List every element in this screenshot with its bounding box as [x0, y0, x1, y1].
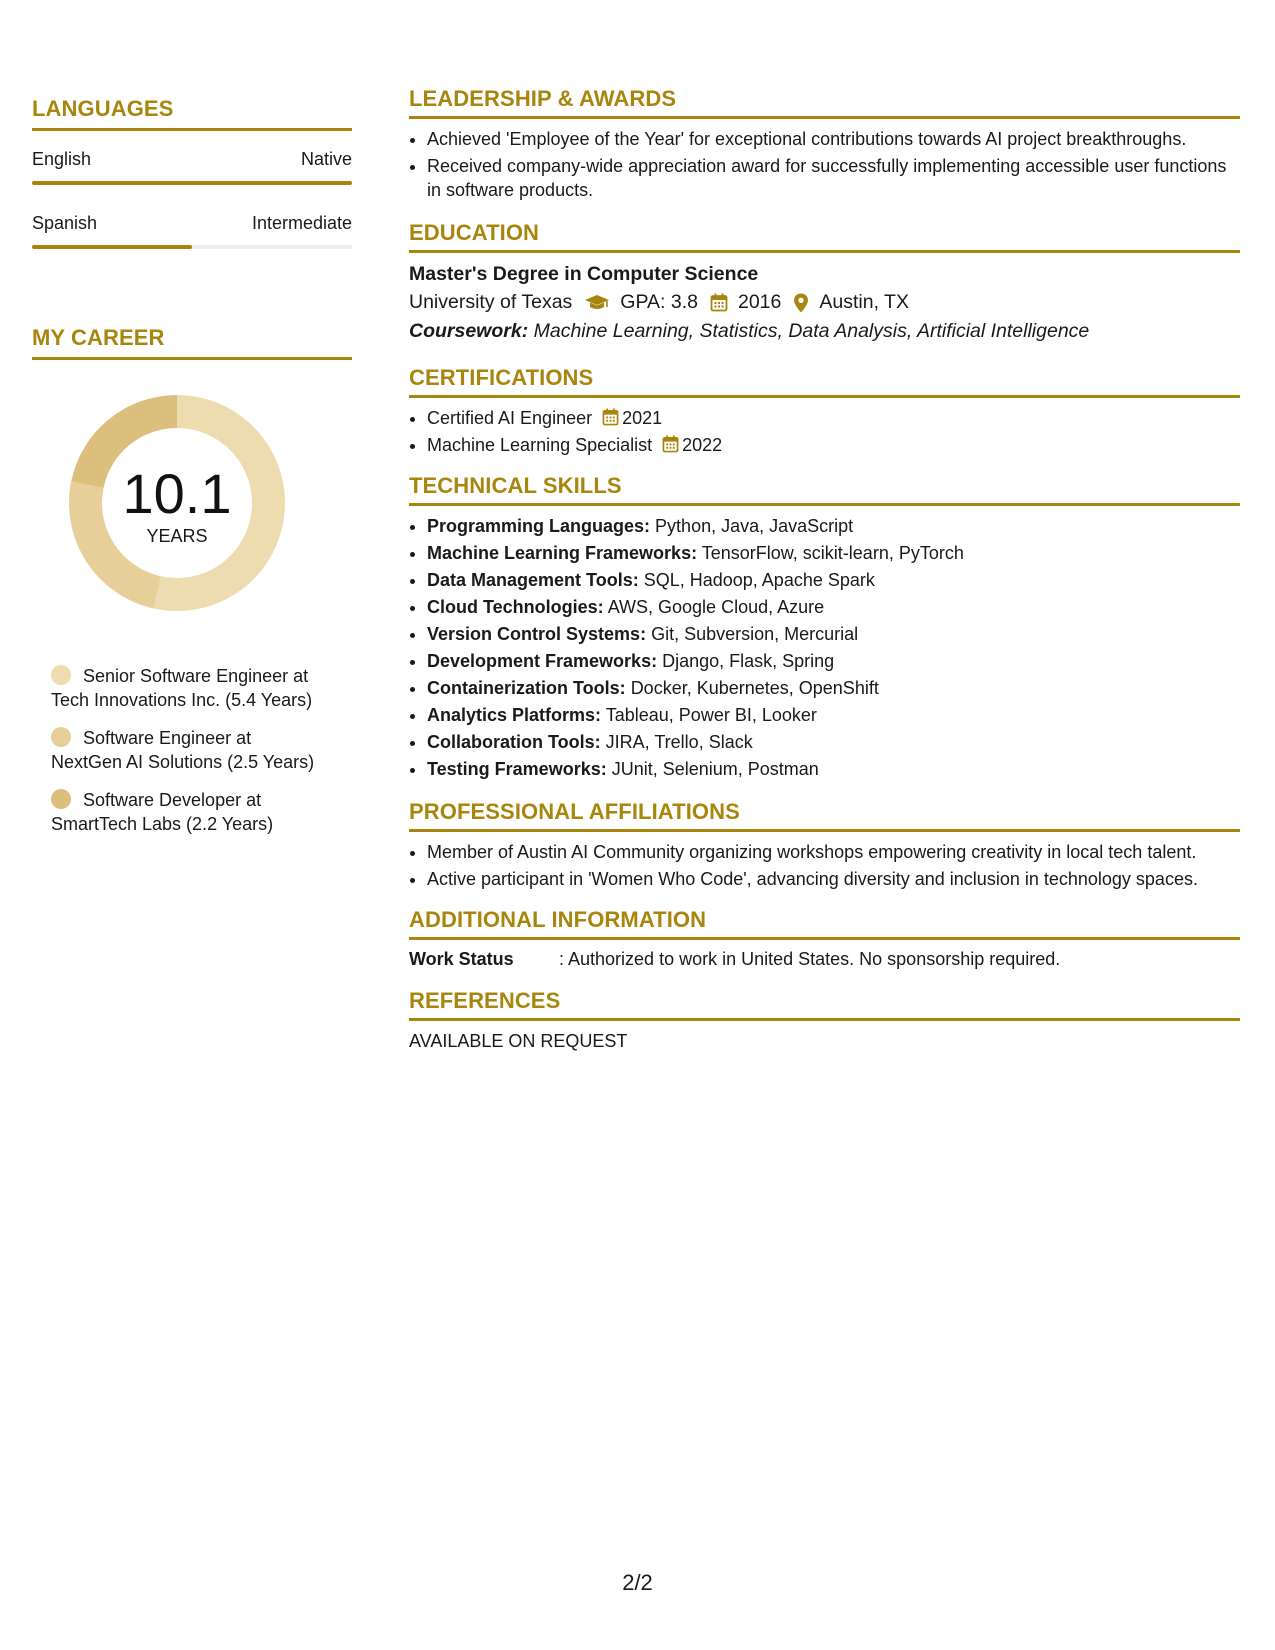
skill-value: AWS, Google Cloud, Azure	[607, 597, 825, 617]
language-level: Intermediate	[251, 213, 352, 233]
calendar-icon	[662, 435, 679, 453]
list-item	[427, 730, 1240, 754]
right-column	[409, 86, 1240, 1052]
legend-item	[51, 788, 352, 836]
language-name: English	[32, 149, 92, 169]
skill-value: TensorFlow, scikit-learn, PyTorch	[701, 543, 964, 563]
skill-label: Testing Frameworks:	[427, 759, 607, 779]
career-total-years: 10.1	[122, 462, 232, 525]
legend-company: SmartTech Labs (2.2 Years)	[51, 814, 274, 834]
legend-role: Software Engineer at	[83, 728, 252, 748]
page-number: 2/2	[622, 1570, 653, 1595]
skills-list	[409, 514, 1240, 781]
education-section	[409, 220, 1240, 343]
additional-info-title: ADDITIONAL INFORMATION	[409, 907, 1240, 940]
skill-label: Containerization Tools:	[427, 678, 626, 698]
gpa: GPA: 3.8	[620, 291, 698, 313]
list-item	[427, 622, 1240, 646]
certifications-title: CERTIFICATIONS	[409, 365, 1240, 398]
legend-item	[51, 726, 352, 774]
languages-title: LANGUAGES	[32, 96, 352, 131]
calendar-icon	[602, 408, 619, 426]
language-bar	[32, 245, 352, 249]
list-item	[427, 406, 1240, 430]
leadership-list	[409, 127, 1240, 202]
certification-name: Certified AI Engineer	[427, 408, 593, 428]
legend-dot	[51, 727, 71, 747]
degree-title: Master's Degree in Computer Science	[409, 263, 759, 285]
skill-label: Development Frameworks:	[427, 651, 658, 671]
affiliations-list	[409, 840, 1240, 891]
career-donut-chart	[32, 390, 352, 630]
skill-value: Docker, Kubernetes, OpenShift	[630, 678, 879, 698]
career-section	[32, 325, 352, 836]
list-item: • Received company-wide appreciation award for successfully implementing accessible user functions in software products.	[427, 154, 1240, 202]
school-name: University of Texas	[409, 291, 573, 313]
legend-dot	[51, 789, 71, 809]
calendar-icon	[710, 293, 728, 312]
skill-label: Machine Learning Frameworks:	[427, 543, 698, 563]
list-item	[427, 676, 1240, 700]
skill-value: Django, Flask, Spring	[662, 651, 835, 671]
leadership-section	[409, 86, 1240, 202]
graduation-year: 2016	[737, 291, 782, 313]
references-section	[409, 988, 1240, 1052]
skill-label: Programming Languages:	[427, 516, 651, 536]
certification-year: 2021	[622, 408, 663, 428]
coursework	[409, 320, 1240, 343]
education-details	[409, 291, 1240, 314]
skill-value: Python, Java, JavaScript	[655, 516, 854, 536]
list-item	[427, 568, 1240, 592]
skill-label: Version Control Systems:	[427, 624, 647, 644]
skill-label: Collaboration Tools:	[427, 732, 601, 752]
career-total-unit: YEARS	[146, 526, 208, 546]
references-text: AVAILABLE ON REQUEST	[409, 1031, 628, 1051]
left-column	[32, 96, 352, 850]
legend-company: NextGen AI Solutions (2.5 Years)	[51, 752, 315, 772]
list-item	[427, 433, 1240, 457]
list-item: • Achieved 'Employee of the Year' for exceptional contributions towards AI project breakthroughs.	[427, 127, 1240, 151]
skill-label: Data Management Tools:	[427, 570, 639, 590]
skill-value: SQL, Hadoop, Apache Spark	[643, 570, 875, 590]
graduation-cap-icon	[584, 294, 610, 312]
donut-center	[64, 390, 290, 616]
list-item	[427, 514, 1240, 538]
coursework-label: Coursework:	[409, 320, 529, 342]
education-location: Austin, TX	[819, 291, 909, 313]
list-item	[427, 595, 1240, 619]
career-title: MY CAREER	[32, 325, 352, 360]
language-item	[32, 213, 352, 249]
affiliations-title: PROFESSIONAL AFFILIATIONS	[409, 799, 1240, 832]
legend-role: Senior Software Engineer at	[83, 666, 309, 686]
certifications-list	[409, 406, 1240, 457]
skill-label: Analytics Platforms:	[427, 705, 602, 725]
legend-role: Software Developer at	[83, 790, 262, 810]
skill-value: Tableau, Power BI, Looker	[605, 705, 817, 725]
leadership-title: LEADERSHIP & AWARDS	[409, 86, 1240, 119]
language-item	[32, 149, 352, 185]
list-item	[427, 541, 1240, 565]
location-pin-icon	[793, 293, 809, 313]
languages-section	[32, 96, 352, 249]
work-status-label: Work Status	[409, 949, 514, 969]
certifications-section	[409, 365, 1240, 457]
list-item	[427, 649, 1240, 673]
language-bar	[32, 181, 352, 185]
references-title: REFERENCES	[409, 988, 1240, 1021]
skill-label: Cloud Technologies:	[427, 597, 604, 617]
language-level: Native	[300, 149, 352, 169]
affiliations-section	[409, 799, 1240, 891]
certification-year: 2022	[682, 435, 723, 455]
list-item: • Member of Austin AI Community organizing workshops empowering creativity in local tech talent.	[427, 840, 1240, 864]
skills-title: TECHNICAL SKILLS	[409, 473, 1240, 506]
skill-value: JUnit, Selenium, Postman	[611, 759, 819, 779]
language-bar-fill	[32, 181, 352, 185]
language-bar-fill	[32, 245, 192, 249]
skill-value: JIRA, Trello, Slack	[605, 732, 753, 752]
career-legend	[32, 664, 352, 836]
certification-name: Machine Learning Specialist	[427, 435, 653, 455]
work-status-value: : Authorized to work in United States. No sponsorship required.	[559, 949, 1061, 969]
coursework-list: Machine Learning, Statistics, Data Analysis, Artificial Intelligence	[533, 320, 1090, 342]
legend-company: Tech Innovations Inc. (5.4 Years)	[51, 690, 313, 710]
skill-value: Git, Subversion, Mercurial	[651, 624, 859, 644]
list-item	[427, 703, 1240, 727]
additional-info-section	[409, 907, 1240, 970]
skills-section	[409, 473, 1240, 781]
education-title: EDUCATION	[409, 220, 1240, 253]
list-item	[427, 757, 1240, 781]
list-item: • Active participant in 'Women Who Code', advancing diversity and inclusion in technology spaces.	[427, 867, 1240, 891]
legend-dot	[51, 665, 71, 685]
work-status-row	[409, 949, 1240, 970]
language-name: Spanish	[32, 213, 98, 233]
legend-item	[51, 664, 352, 712]
